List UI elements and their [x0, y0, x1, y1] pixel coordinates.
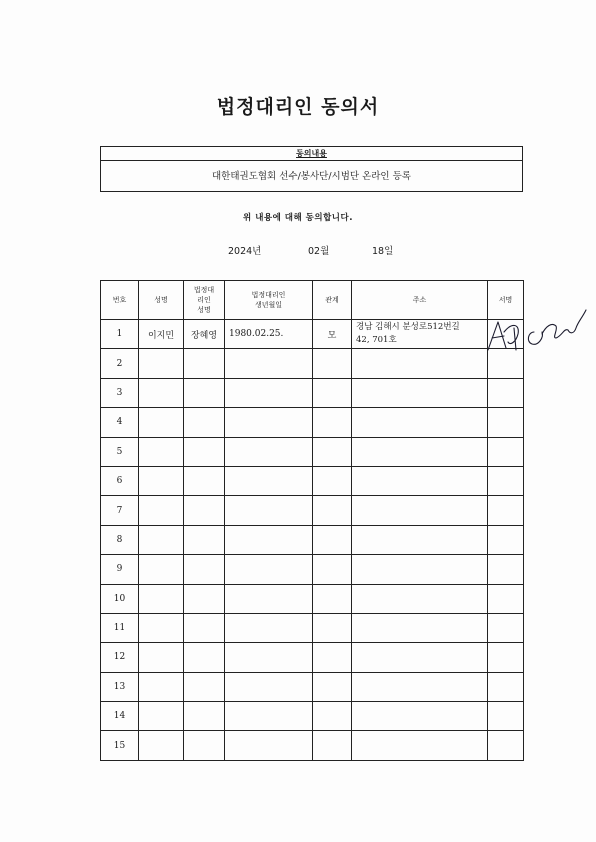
cell-name: [139, 437, 184, 466]
cell-name: [139, 378, 184, 407]
cell-address: [352, 672, 488, 701]
cell-birth: 1980.02.25.: [225, 320, 313, 349]
table-row: [101, 643, 524, 672]
cell-no: 14: [101, 702, 139, 731]
cell-guardian: [184, 643, 225, 672]
cell-birth: [225, 349, 313, 378]
cell-guardian: [184, 349, 225, 378]
header-no: 번호: [101, 281, 139, 320]
cell-guardian: [184, 672, 225, 701]
cell-guardian: [184, 437, 225, 466]
cell-no: 6: [101, 466, 139, 495]
cell-name: [139, 702, 184, 731]
header-address: 주소: [352, 281, 488, 320]
cell-guardian: [184, 408, 225, 437]
consent-box: [100, 146, 523, 192]
cell-guardian: [184, 378, 225, 407]
cell-birth: [225, 702, 313, 731]
cell-birth: [225, 437, 313, 466]
cell-relation: [313, 525, 352, 554]
cell-guardian: [184, 525, 225, 554]
cell-relation: [313, 378, 352, 407]
cell-birth: [225, 525, 313, 554]
cell-guardian: [184, 466, 225, 495]
header-guardian-l2: 리인: [197, 296, 211, 304]
cell-relation: 모: [313, 320, 352, 349]
cell-address: [352, 378, 488, 407]
cell-name: [139, 672, 184, 701]
signature-stroke-5: [542, 310, 586, 338]
consent-header-label: 동의내용: [296, 149, 327, 158]
signature-stroke-1: [488, 322, 506, 350]
cell-name: [139, 613, 184, 642]
agree-statement: 위 내용에 대해 동의합니다.: [243, 213, 353, 223]
cell-address: [352, 702, 488, 731]
cell-relation: [313, 466, 352, 495]
cell-address: [352, 525, 488, 554]
table-row: [101, 613, 524, 642]
cell-sign: [488, 584, 524, 613]
consent-body: 대한태권도협회 선수/봉사단/시범단 온라인 등록: [211, 171, 411, 182]
cell-guardian: [184, 555, 225, 584]
cell-address: [352, 643, 488, 672]
table-row: [101, 320, 524, 349]
cell-guardian: [184, 613, 225, 642]
table-row: [101, 466, 524, 495]
header-birth-l2: 생년월일: [254, 301, 283, 309]
cell-sign: [488, 672, 524, 701]
cell-name: 이지민: [139, 320, 184, 349]
table-header-row: [101, 281, 524, 320]
cell-relation: [313, 555, 352, 584]
cell-address: [352, 437, 488, 466]
cell-sign: [488, 466, 524, 495]
cell-name: [139, 466, 184, 495]
cell-name: [139, 584, 184, 613]
cell-no: 5: [101, 437, 139, 466]
consent-header: [101, 147, 522, 161]
cell-address: [352, 613, 488, 642]
date-year: 2024년: [228, 246, 262, 257]
header-guardian-birth: [225, 281, 313, 320]
cell-relation: [313, 613, 352, 642]
address-line-2: 42, 701호: [356, 335, 397, 346]
cell-address: [352, 555, 488, 584]
cell-no: 11: [101, 613, 139, 642]
table-row: [101, 525, 524, 554]
cell-birth: [225, 408, 313, 437]
cell-no: 3: [101, 378, 139, 407]
cell-address: [352, 584, 488, 613]
cell-sign: [488, 555, 524, 584]
cell-sign: [488, 525, 524, 554]
cell-guardian: [184, 702, 225, 731]
header-guardian-l3: 성명: [197, 306, 211, 314]
cell-relation: [313, 437, 352, 466]
cell-sign: [488, 496, 524, 525]
document-title: 법정대리인 동의서: [216, 96, 380, 118]
header-guardian-name: [184, 281, 225, 320]
cell-address: [352, 320, 488, 349]
cell-sign: [488, 702, 524, 731]
cell-sign: [488, 437, 524, 466]
cell-sign: [488, 643, 524, 672]
cell-name: [139, 525, 184, 554]
header-relation: 관계: [313, 281, 352, 320]
cell-name: [139, 349, 184, 378]
table-row: [101, 584, 524, 613]
date-day: 18일: [372, 246, 394, 257]
table-row: [101, 408, 524, 437]
cell-birth: [225, 378, 313, 407]
cell-no: 9: [101, 555, 139, 584]
cell-no: 4: [101, 408, 139, 437]
signature-stroke-2: [504, 325, 518, 343]
cell-sign: [488, 378, 524, 407]
cell-no: 7: [101, 496, 139, 525]
cell-relation: [313, 731, 352, 760]
cell-guardian: 장혜영: [184, 320, 225, 349]
cell-relation: [313, 702, 352, 731]
cell-no: 10: [101, 584, 139, 613]
cell-relation: [313, 643, 352, 672]
table-row: [101, 378, 524, 407]
cell-birth: [225, 731, 313, 760]
cell-relation: [313, 496, 352, 525]
cell-birth: [225, 466, 313, 495]
cell-name: [139, 643, 184, 672]
cell-name: [139, 555, 184, 584]
cell-name: [139, 408, 184, 437]
cell-relation: [313, 408, 352, 437]
cell-guardian: [184, 496, 225, 525]
cell-sign: [488, 408, 524, 437]
cell-birth: [225, 496, 313, 525]
cell-address: [352, 731, 488, 760]
signature-stroke-4: [528, 332, 542, 344]
table-row: [101, 555, 524, 584]
header-birth-l1: 법정대리인: [251, 291, 286, 299]
cell-address: [352, 349, 488, 378]
table-row: [101, 349, 524, 378]
cell-relation: [313, 584, 352, 613]
cell-birth: [225, 584, 313, 613]
handwritten-signature: [482, 292, 592, 354]
address-line-1: 경남 김해시 분성로512번길: [356, 322, 460, 333]
cell-birth: [225, 643, 313, 672]
cell-address: [352, 466, 488, 495]
cell-sign: [488, 613, 524, 642]
cell-no: 13: [101, 672, 139, 701]
cell-relation: [313, 349, 352, 378]
registration-table: [100, 280, 524, 761]
header-name: 성명: [139, 281, 184, 320]
cell-address: [352, 408, 488, 437]
cell-guardian: [184, 731, 225, 760]
table-row: [101, 437, 524, 466]
cell-no: 12: [101, 643, 139, 672]
cell-name: [139, 731, 184, 760]
cell-address: [352, 496, 488, 525]
cell-no: 15: [101, 731, 139, 760]
table-row: [101, 702, 524, 731]
cell-birth: [225, 672, 313, 701]
cell-name: [139, 496, 184, 525]
table-row: [101, 731, 524, 760]
cell-no: 2: [101, 349, 139, 378]
cell-birth: [225, 613, 313, 642]
table-row: [101, 672, 524, 701]
cell-no: 1: [101, 320, 139, 349]
header-guardian-l1: 법정대: [193, 286, 215, 294]
table-row: [101, 496, 524, 525]
date-month: 02월: [308, 246, 330, 257]
cell-sign: [488, 731, 524, 760]
cell-no: 8: [101, 525, 139, 554]
cell-birth: [225, 555, 313, 584]
header-sign: 서명: [488, 281, 524, 320]
cell-guardian: [184, 584, 225, 613]
cell-relation: [313, 672, 352, 701]
